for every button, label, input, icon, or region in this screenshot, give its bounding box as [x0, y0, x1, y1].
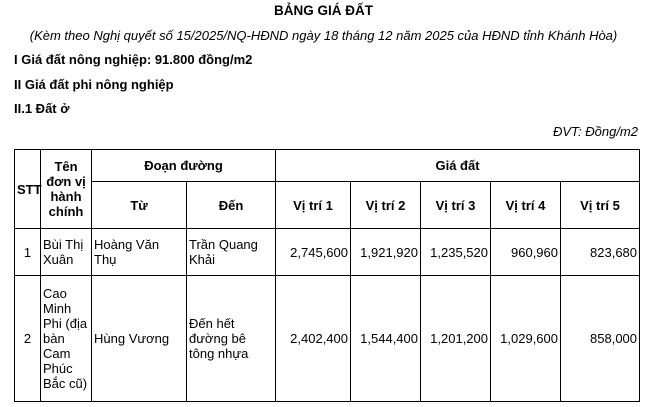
row-price-position-3: 1,235,520	[421, 229, 491, 276]
row-price-position-5: 823,680	[561, 229, 640, 276]
row-price-position-1: 2,402,400	[276, 276, 351, 402]
row-to: Đến hết đường bê tông nhựa	[187, 276, 276, 402]
table-row	[15, 276, 640, 402]
document-subtitle: (Kèm theo Nghị quyết số 15/2025/NQ-HĐND ngày 18 tháng 12 năm 2025 của HĐND tỉnh Khánh Hòa)	[29, 28, 618, 43]
section-non-agricultural-land: II Giá đất phi nông nghiệp	[14, 77, 174, 92]
table-subheader-row	[15, 182, 640, 229]
row-from: Hùng Vương	[92, 276, 187, 402]
section-agricultural-land: I Giá đất nông nghiệp: 91.800 đồng/m2	[14, 52, 253, 67]
header-land-price: Giá đất	[276, 150, 640, 182]
row-unit-name: Cao Minh Phi (địa bàn Cam Phúc Bắc cũ)	[41, 276, 92, 402]
header-position-5: Vị trí 5	[561, 182, 640, 229]
header-position-4: Vị trí 4	[491, 182, 561, 229]
header-unit-name: Tên đơn vị hành chính	[41, 150, 92, 229]
table-header-row	[15, 150, 640, 182]
row-from: Hoàng Văn Thụ	[92, 229, 187, 276]
header-position-1: Vị trí 1	[276, 182, 351, 229]
header-to: Đến	[187, 182, 276, 229]
row-price-position-3: 1,201,200	[421, 276, 491, 402]
table-row	[15, 229, 640, 276]
row-price-position-4: 960,960	[491, 229, 561, 276]
row-price-position-2: 1,921,920	[351, 229, 421, 276]
land-price-table	[14, 149, 640, 402]
header-stt: STT	[15, 150, 41, 229]
section-residential-land: II.1 Đất ở	[14, 101, 70, 116]
row-price-position-4: 1,029,600	[491, 276, 561, 402]
row-unit-name: Bùi Thị Xuân	[41, 229, 92, 276]
header-from: Từ	[92, 182, 187, 229]
document-title: BẢNG GIÁ ĐẤT	[274, 3, 373, 18]
row-stt: 2	[15, 276, 41, 402]
row-price-position-2: 1,544,400	[351, 276, 421, 402]
row-price-position-1: 2,745,600	[276, 229, 351, 276]
row-stt: 1	[15, 229, 41, 276]
row-to: Trần Quang Khải	[187, 229, 276, 276]
header-position-2: Vị trí 2	[351, 182, 421, 229]
unit-label: ĐVT: Đồng/m2	[552, 124, 638, 139]
header-position-3: Vị trí 3	[421, 182, 491, 229]
header-road-segment: Đoạn đường	[92, 150, 276, 182]
row-price-position-5: 858,000	[561, 276, 640, 402]
